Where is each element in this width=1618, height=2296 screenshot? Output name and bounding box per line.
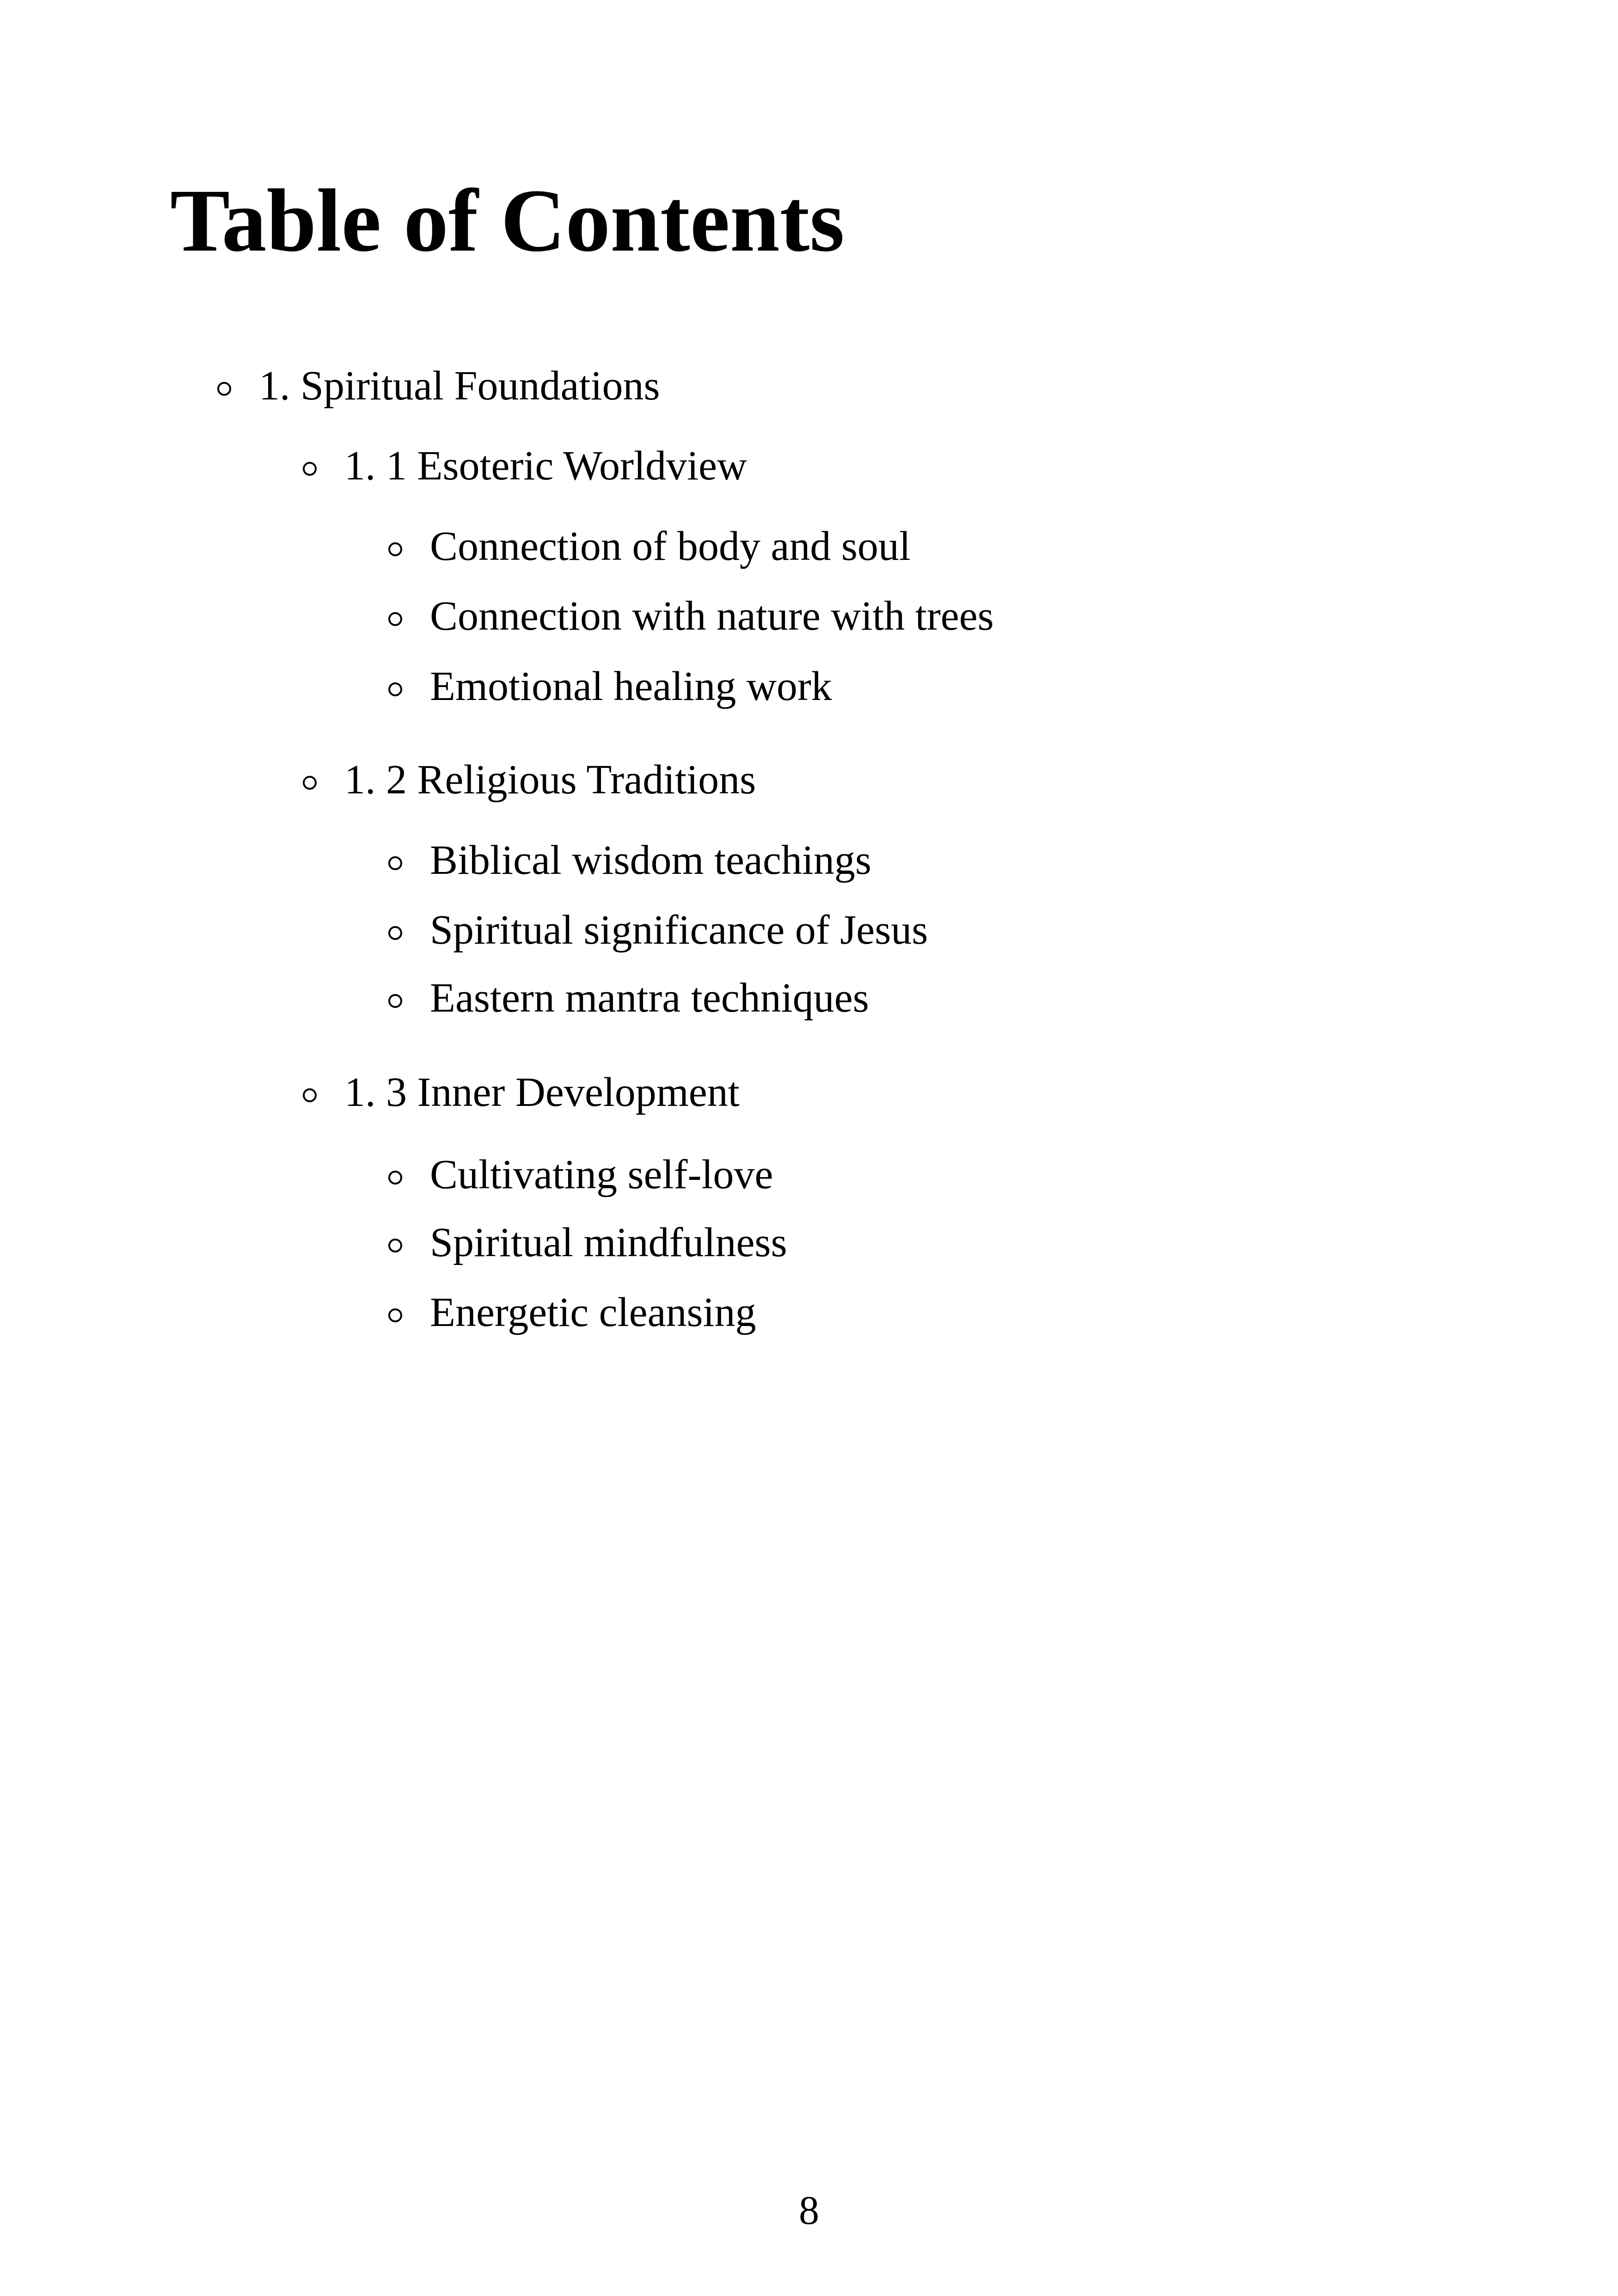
- toc-section-1-2[interactable]: [303, 759, 756, 801]
- page-number: 8: [799, 2188, 819, 2233]
- bullet-circle-icon: [303, 462, 317, 476]
- toc-item[interactable]: [388, 977, 869, 1019]
- toc-item-label: Connection of body and soul: [430, 523, 911, 569]
- toc-section-1-3[interactable]: [303, 1069, 740, 1115]
- toc-item[interactable]: [388, 1289, 756, 1335]
- toc-item[interactable]: [388, 837, 871, 883]
- toc-item[interactable]: [388, 1154, 773, 1196]
- bullet-circle-icon: [388, 542, 402, 556]
- bullet-circle-icon: [388, 682, 402, 696]
- bullet-circle-icon: [388, 1308, 402, 1322]
- toc-item-label: Cultivating self-love: [430, 1152, 773, 1197]
- toc-item-label: Biblical wisdom teachings: [430, 837, 871, 883]
- toc-item-label: Energetic cleansing: [430, 1289, 756, 1335]
- toc-item-label: Connection with nature with trees: [430, 593, 994, 639]
- bullet-circle-icon: [303, 1088, 317, 1102]
- toc-item-label: Eastern mantra techniques: [430, 975, 869, 1021]
- toc-item-label: Spiritual significance of Jesus: [430, 907, 928, 953]
- toc-item[interactable]: [388, 909, 928, 951]
- toc-section-label: 1. 1 Esoteric Worldview: [344, 443, 747, 489]
- toc-item-label: Emotional healing work: [430, 663, 832, 709]
- page-title: Table of Contents: [170, 171, 845, 270]
- bullet-circle-icon: [303, 776, 317, 790]
- toc-section-1-1[interactable]: [303, 445, 747, 487]
- bullet-circle-icon: [388, 1171, 402, 1185]
- toc-chapter-label: 1. Spiritual Foundations: [259, 363, 660, 409]
- toc-item[interactable]: [388, 1222, 787, 1264]
- toc-section-label: 1. 3 Inner Development: [344, 1069, 740, 1115]
- bullet-circle-icon: [388, 1239, 402, 1252]
- bullet-circle-icon: [388, 994, 402, 1008]
- bullet-circle-icon: [217, 382, 231, 396]
- toc-chapter-1[interactable]: [217, 365, 660, 407]
- bullet-circle-icon: [388, 856, 402, 870]
- toc-section-label: 1. 2 Religious Traditions: [344, 757, 756, 803]
- toc-item[interactable]: [388, 523, 911, 569]
- toc-item[interactable]: [388, 663, 832, 709]
- bullet-circle-icon: [388, 926, 402, 940]
- bullet-circle-icon: [388, 612, 402, 626]
- toc-item[interactable]: [388, 595, 994, 637]
- toc-item-label: Spiritual mindfulness: [430, 1220, 787, 1265]
